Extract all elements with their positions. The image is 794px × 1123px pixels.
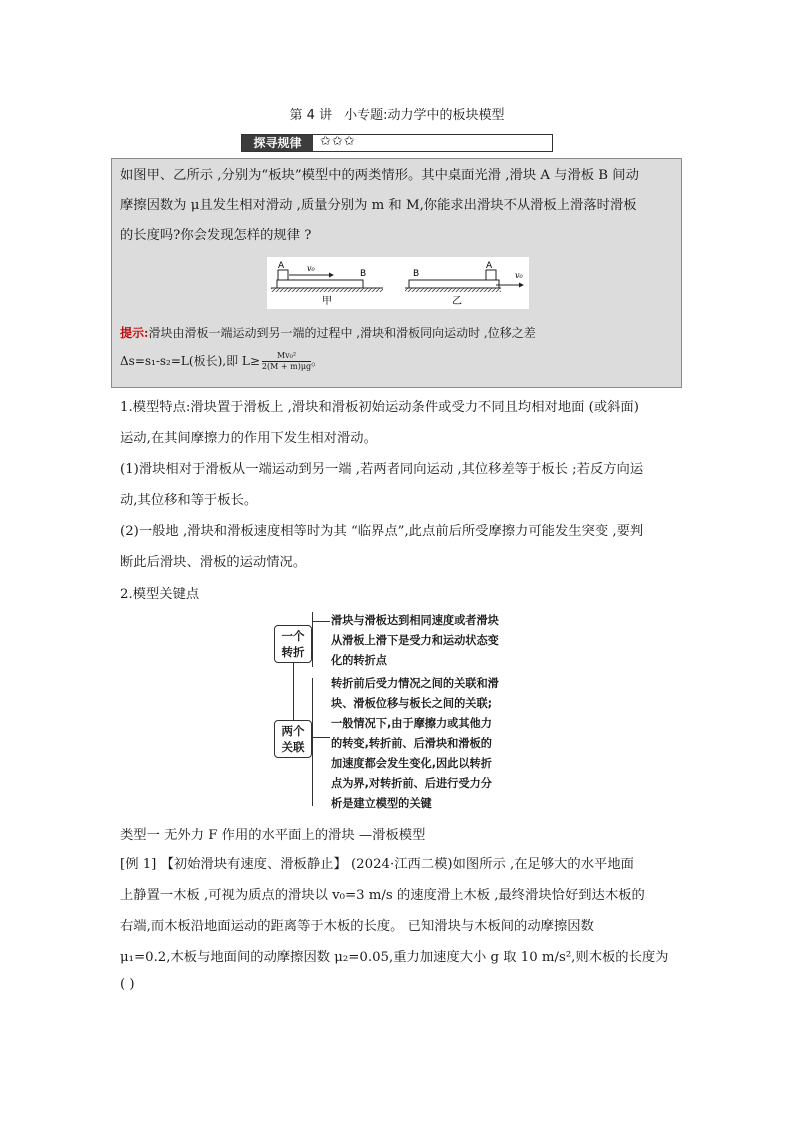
velocity-arrowhead-right [519,283,524,288]
node-two-links [274,720,312,758]
formula-numerator: Mv₀² [262,351,311,362]
flow-text-line: 从滑板上滑下是受力和运动状态变 [331,634,499,647]
rule-bar [241,134,553,152]
velocity-arrowhead-left [329,273,334,278]
formula-left: Δs=s₁-s₂=L(板长),即 L≥ [120,354,260,368]
figure-svg [267,257,529,309]
bracket-1 [312,612,313,667]
body-line: 断此后滑块、滑板的运动情况。 [120,555,307,570]
node-two-links-line1: 两个 [281,724,305,738]
intro-line: 的长度吗?你会发现怎样的规律 ? [120,228,312,243]
label-b-right: B [413,269,420,279]
hint-line [120,324,536,341]
connector-h2 [312,737,330,738]
hint-formula [120,351,323,372]
caption-jia: 甲 [322,296,332,307]
rule-tag: 探寻规律 [242,135,313,151]
flow-text-line: 块、滑板位移与板长之间的关联; [331,697,493,710]
bracket-2 [312,678,313,806]
example-line: μ₁=0.2,木板与地面间的动摩擦因数 μ₂=0.05,重力加速度大小 g 取 10 m/s²,则木板的长度为 [120,950,669,965]
label-v0-left: v₀ [307,264,315,273]
example-line: 右端,而木板沿地面运动的距离等于木板的长度。 已知滑块与木板间的动摩擦因数 [120,919,594,934]
flow-text-links [331,674,499,814]
flow-text-line: 的转变,转折前、后滑块和滑板的 [331,737,492,750]
block-left [278,270,288,280]
flow-text-line: 加速度都会发生变化,因此以转折 [331,757,492,770]
board-left [277,280,363,288]
node-one-turn-line1: 一个 [281,629,305,643]
flow-text-line: 析是建立模型的关键 [331,797,432,810]
board-right [409,280,499,288]
body-line: 1.模型特点:滑块置于滑板上 ,滑块和滑板初始运动条件或受力不同且均相对地面 (或斜面) [120,400,639,415]
section-heading: 2.模型关键点 [120,587,200,602]
label-a-left: A [278,261,285,271]
node-one-turn [274,625,312,663]
type-one-heading: 类型一 无外力 F 作用的水平面上的滑块 —滑板模型 [120,828,426,843]
ground-right [405,288,501,292]
example-line: [例 1] 【初始滑块有速度、滑板静止】 (2024·江西二模)如图所示 ,在足够大的水平地面 [120,857,634,872]
flow-text-line: 转折前后受力情况之间的关联和滑 [331,677,499,690]
intro-line: 摩擦因数为 μ且发生相对滑动 ,质量分别为 m 和 M,你能求出滑块不从滑板上滑落时滑板 [120,198,637,213]
hint-text: 滑块由滑板一端运动到另一端的过程中 ,滑块和滑板同向运动时 ,位移之差 [148,326,536,340]
body-line: (1)滑块相对于滑板从一端运动到另一端 ,若两者同向运动 ,其位移差等于板长 ;若反方向运 [120,462,644,477]
lecture-number: 第 4 讲 [289,108,333,123]
body-line: 动,其位移和等于板长。 [120,493,258,508]
hint-label: 提示: [120,326,149,340]
caption-yi: 乙 [452,296,462,307]
lecture-title [0,104,794,123]
formula-denominator: 2(M + m)μg [261,362,312,371]
flow-text-line: 滑块与滑板达到相同速度或者滑块 [331,614,499,627]
flow-text-turn [331,611,499,671]
label-v0-right: v₀ [515,271,523,280]
answer-blank: ( ) [120,977,135,992]
intro-line: 如图甲、乙所示 ,分别为“板块”模型中的两类情形。其中桌面光滑 ,滑块 A 与滑板 B 间动 [120,168,639,183]
formula-end: 。 [311,354,324,368]
lecture-topic: 小专题:动力学中的板块模型 [344,108,505,123]
block-right [486,270,496,280]
difficulty-stars: ✩✩✩ [320,134,356,149]
example-line: 上静置一木板 ,可视为质点的滑块以 v₀=3 m/s 的速度滑上木板 ,最终滑块恰好到达木板的 [120,888,645,903]
board-block-figure [267,257,529,309]
body-line: 运动,在其间摩擦力的作用下发生相对滑动。 [120,431,377,446]
node-one-turn-line2: 转折 [281,645,305,659]
flow-text-line: 化的转折点 [331,654,387,667]
flow-text-line: 一般情况下,由于摩擦力或其他力 [331,717,492,730]
label-a-right: A [486,261,493,271]
connector-h1 [312,621,330,622]
formula-fraction [262,351,311,372]
node-two-links-line2: 关联 [281,740,305,754]
label-b-left: B [360,269,367,279]
connector-vertical [293,663,294,720]
body-line: (2)一般地 ,滑块和滑板速度相等时为其 “临界点”,此点前后所受摩擦力可能发生突变 ,要判 [120,524,644,539]
flow-text-line: 点为界,对转折前、后进行受力分 [331,777,492,790]
ground-left [271,288,383,292]
